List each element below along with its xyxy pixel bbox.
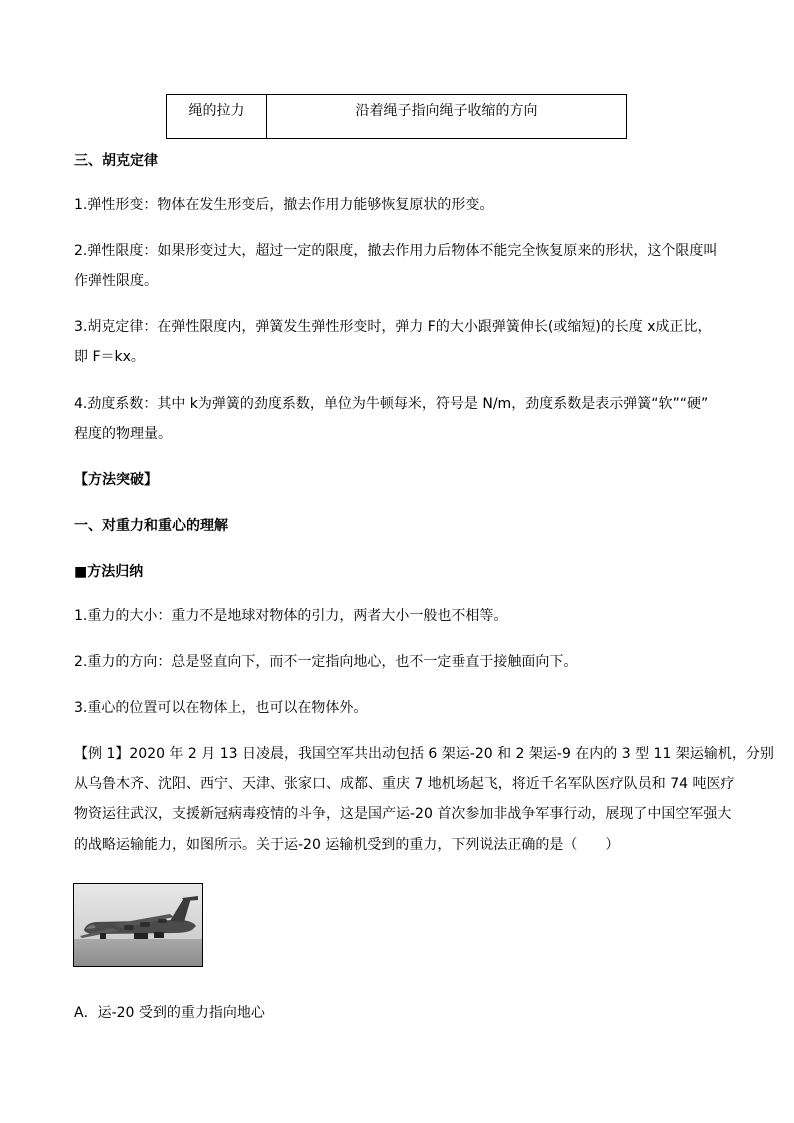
option-a: A．运-20 受到的重力指向地心 [74, 1005, 265, 1021]
method-point-3: 3.重心的位置可以在物体上，也可以在物体外。 [74, 700, 368, 716]
force-direction-table [166, 94, 627, 139]
transport-aircraft-photo [73, 883, 203, 967]
hooke-item-4: 4.劲度系数：其中 k为弹簧的劲度系数，单位为牛顿每米，符号是 N/m，劲度系数是表示弹簧“软”“硬” [74, 396, 709, 412]
example-line-4: 的战略运输能力，如图所示。关于运-20 运输机受到的重力，下列说法正确的是（ ） [74, 837, 620, 853]
table-cell-label: 绳的拉力 [167, 95, 267, 138]
hooke-item-1: 1.弹性形变：物体在发生形变后，撤去作用力能够恢复原状的形变。 [74, 197, 494, 213]
method-subheading: 一、对重力和重心的理解 [74, 518, 228, 534]
hooke-item-3-cont: 即 F＝kx。 [74, 349, 145, 365]
method-point-2: 2.重力的方向：总是竖直向下，而不一定指向地心，也不一定垂直于接触面向下。 [74, 654, 578, 670]
table-cell-value: 沿着绳子指向绳子收缩的方向 [355, 103, 538, 119]
method-point-1: 1.重力的大小：重力不是地球对物体的引力，两者大小一般也不相等。 [74, 608, 508, 624]
aircraft-icon [74, 884, 202, 966]
example-line-1: 【例 1】2020 年 2 月 13 日凌晨，我国空军共出动包括 6 架运-20 和 2 架运-9 在内的 3 型 11 架运输机，分别 [74, 746, 774, 762]
section-heading-hooke: 三、胡克定律 [74, 153, 158, 169]
hooke-item-4-cont: 程度的物理量。 [74, 426, 172, 442]
hooke-item-2: 2.弹性限度：如果形变过大，超过一定的限度，撤去作用力后物体不能完全恢复原来的形状，这个限度叫 [74, 243, 718, 259]
method-title: 【方法突破】 [74, 472, 158, 488]
example-line-3: 物资运往武汉，支援新冠病毒疫情的斗争，这是国产运-20 首次参加非战争军事行动，展现了中国空军强大 [74, 806, 732, 822]
example-line-2: 从乌鲁木齐、沈阳、西宁、天津、张家口、成都、重庆 7 地机场起飞，将近千名军队医疗队员和 74 吨医疗 [74, 776, 735, 792]
hooke-item-2-cont: 作弹性限度。 [74, 273, 158, 289]
method-summary-label: ■方法归纳 [74, 564, 144, 580]
hooke-item-3: 3.胡克定律：在弹性限度内，弹簧发生弹性形变时，弹力 F的大小跟弹簧伸长(或缩短)的长度 x成正比， [74, 319, 712, 335]
